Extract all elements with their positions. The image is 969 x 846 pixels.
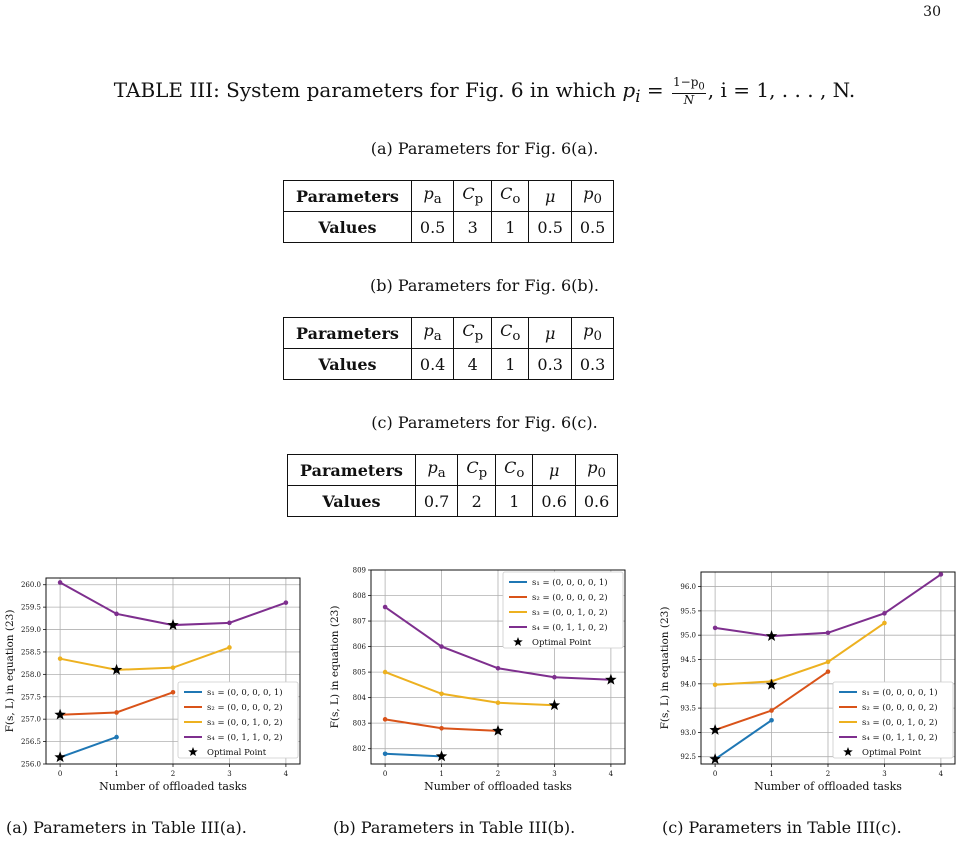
y-tick-label: 95.0 bbox=[680, 631, 696, 640]
data-point-s4 bbox=[58, 580, 63, 585]
param-cell: $p_0$ bbox=[571, 318, 613, 349]
data-point-s3 bbox=[496, 700, 501, 705]
data-point-s1 bbox=[769, 718, 774, 723]
data-point-s3 bbox=[171, 665, 176, 670]
chart-c-svg bbox=[655, 562, 967, 802]
value-cell: 0.5 bbox=[529, 212, 571, 243]
chart-b bbox=[325, 562, 635, 802]
legend-label-s3: s₃ = (0, 0, 1, 0, 2) bbox=[862, 718, 938, 728]
data-point-s3 bbox=[826, 660, 831, 665]
x-axis-label: Number of offloaded tasks bbox=[99, 780, 247, 793]
value-cell: 2 bbox=[458, 486, 496, 517]
y-tick-label: 259.0 bbox=[20, 626, 41, 635]
chart-b-svg bbox=[325, 562, 635, 802]
param-cell: $C_p$ bbox=[454, 318, 492, 349]
data-point-s1 bbox=[383, 751, 388, 756]
table-row bbox=[284, 181, 614, 212]
data-point-s4 bbox=[882, 611, 887, 616]
data-point-s1 bbox=[114, 735, 119, 740]
legend-label-s1: s₁ = (0, 0, 0, 0, 1) bbox=[207, 688, 283, 698]
data-point-s2 bbox=[171, 690, 176, 695]
y-tick-label: 256.5 bbox=[20, 738, 41, 747]
x-tick-label: 0 bbox=[57, 770, 63, 778]
x-tick-label: 4 bbox=[608, 770, 614, 778]
x-tick-label: 4 bbox=[938, 770, 944, 778]
chart-c bbox=[655, 562, 967, 802]
parameter-table-c bbox=[287, 454, 618, 517]
x-tick-label: 2 bbox=[825, 770, 831, 778]
param-cell: $p_0$ bbox=[571, 181, 613, 212]
param-cell: $p_a$ bbox=[411, 318, 453, 349]
figure-caption-a: (a) Parameters in Table III(a). bbox=[6, 818, 247, 837]
chart-a bbox=[0, 562, 310, 802]
legend-label-s2: s₂ = (0, 0, 0, 0, 2) bbox=[532, 593, 608, 603]
param-cell: μ bbox=[529, 318, 571, 349]
y-tick-label: 259.5 bbox=[20, 603, 41, 612]
legend-label-s3: s₃ = (0, 0, 1, 0, 2) bbox=[207, 718, 283, 728]
parameter-table-a bbox=[283, 180, 614, 243]
row-header: Values bbox=[288, 486, 416, 517]
y-tick-label: 94.0 bbox=[680, 680, 696, 689]
y-tick-label: 95.5 bbox=[680, 607, 696, 616]
series-line-s3 bbox=[385, 672, 554, 705]
legend-label-s1: s₁ = (0, 0, 0, 0, 1) bbox=[862, 688, 938, 698]
table-caption-tail: , i = 1, . . . , N. bbox=[707, 78, 856, 103]
y-tick-label: 260.0 bbox=[20, 581, 41, 590]
x-tick-label: 1 bbox=[769, 770, 774, 778]
legend-label-optimal: Optimal Point bbox=[532, 638, 592, 648]
y-tick-label: 804 bbox=[352, 694, 366, 703]
row-header: Parameters bbox=[288, 455, 416, 486]
param-cell: $C_p$ bbox=[454, 181, 492, 212]
y-tick-label: 93.0 bbox=[680, 728, 696, 737]
data-point-s4 bbox=[826, 630, 831, 635]
y-axis-label: F(s, L) in equation (23) bbox=[329, 605, 341, 729]
y-tick-label: 258.5 bbox=[20, 648, 41, 657]
x-tick-label: 4 bbox=[283, 770, 289, 778]
y-tick-label: 257.5 bbox=[20, 693, 41, 702]
data-point-s2 bbox=[383, 717, 388, 722]
data-point-s3 bbox=[227, 645, 232, 650]
data-point-s2 bbox=[826, 669, 831, 674]
value-cell: 0.6 bbox=[575, 486, 617, 517]
y-tick-label: 806 bbox=[352, 643, 366, 652]
value-cell: 0.5 bbox=[411, 212, 453, 243]
x-tick-label: 0 bbox=[712, 770, 718, 778]
param-cell: $p_0$ bbox=[575, 455, 617, 486]
figure-caption-b: (b) Parameters in Table III(b). bbox=[333, 818, 576, 837]
x-tick-label: 2 bbox=[170, 770, 176, 778]
subtable-caption-b: (b) Parameters for Fig. 6(b). bbox=[370, 276, 599, 295]
x-tick-label: 2 bbox=[495, 770, 501, 778]
y-tick-label: 805 bbox=[352, 668, 366, 677]
y-tick-label: 94.5 bbox=[680, 655, 696, 664]
data-point-s4 bbox=[939, 572, 944, 577]
data-point-s3 bbox=[383, 670, 388, 675]
row-header: Values bbox=[284, 212, 412, 243]
legend-label-s4: s₄ = (0, 1, 1, 0, 2) bbox=[207, 733, 283, 743]
x-tick-label: 1 bbox=[439, 770, 444, 778]
param-cell: $C_o$ bbox=[496, 455, 533, 486]
param-cell: μ bbox=[529, 181, 571, 212]
data-point-s2 bbox=[439, 726, 444, 731]
data-point-s3 bbox=[882, 621, 887, 626]
x-tick-label: 3 bbox=[552, 770, 557, 778]
data-point-s3 bbox=[439, 692, 444, 697]
param-cell: $C_p$ bbox=[458, 455, 496, 486]
x-axis-label: Number of offloaded tasks bbox=[754, 780, 902, 793]
value-cell: 1 bbox=[496, 486, 533, 517]
data-point-s4 bbox=[439, 644, 444, 649]
row-header: Values bbox=[284, 349, 412, 380]
param-cell: $p_a$ bbox=[415, 455, 457, 486]
legend-label-s4: s₄ = (0, 1, 1, 0, 2) bbox=[862, 733, 938, 743]
y-tick-label: 809 bbox=[352, 566, 366, 575]
table-row bbox=[288, 486, 618, 517]
param-cell: $C_o$ bbox=[492, 318, 529, 349]
table-row bbox=[284, 318, 614, 349]
table-row bbox=[288, 455, 618, 486]
x-axis-label: Number of offloaded tasks bbox=[424, 780, 572, 793]
value-cell: 0.6 bbox=[533, 486, 575, 517]
chart-a-svg bbox=[0, 562, 310, 802]
data-point-s4 bbox=[383, 605, 388, 610]
series-line-s1 bbox=[60, 737, 116, 757]
table-row bbox=[284, 349, 614, 380]
x-tick-label: 3 bbox=[882, 770, 887, 778]
y-tick-label: 258.0 bbox=[20, 670, 41, 679]
value-cell: 0.3 bbox=[529, 349, 571, 380]
value-cell: 4 bbox=[454, 349, 492, 380]
parameter-table-b bbox=[283, 317, 614, 380]
y-tick-label: 803 bbox=[352, 719, 366, 728]
y-tick-label: 257.0 bbox=[20, 715, 41, 724]
legend-label-s3: s₃ = (0, 0, 1, 0, 2) bbox=[532, 608, 608, 618]
table-row bbox=[284, 212, 614, 243]
data-point-s4 bbox=[284, 600, 289, 605]
legend-label-s2: s₂ = (0, 0, 0, 0, 2) bbox=[207, 703, 283, 713]
value-cell: 0.5 bbox=[571, 212, 613, 243]
legend-label-optimal: Optimal Point bbox=[207, 748, 267, 758]
value-cell: 1 bbox=[492, 212, 529, 243]
table-caption: TABLE III: System parameters for Fig. 6 in which $p_i$ = $\frac{1-p_0}{N}$ , i = 1, . . . , N. bbox=[113, 75, 856, 108]
data-point-s4 bbox=[552, 675, 557, 680]
y-axis-label: F(s, L) in equation (23) bbox=[4, 609, 16, 733]
legend-label-s1: s₁ = (0, 0, 0, 0, 1) bbox=[532, 578, 608, 588]
page-number: 30 bbox=[923, 4, 941, 20]
x-tick-label: 3 bbox=[227, 770, 232, 778]
y-tick-label: 93.5 bbox=[680, 704, 696, 713]
series-line-s3 bbox=[60, 647, 229, 669]
value-cell: 0.7 bbox=[415, 486, 457, 517]
value-cell: 0.4 bbox=[411, 349, 453, 380]
value-cell: 0.3 bbox=[571, 349, 613, 380]
data-point-s4 bbox=[713, 626, 718, 631]
y-tick-label: 808 bbox=[352, 592, 366, 601]
subtable-caption-c: (c) Parameters for Fig. 6(c). bbox=[371, 413, 598, 432]
row-header: Parameters bbox=[284, 318, 412, 349]
data-point-s2 bbox=[114, 710, 119, 715]
table-caption-lead: TABLE III: System parameters for Fig. 6 in which bbox=[113, 78, 623, 103]
data-point-s4 bbox=[114, 612, 119, 617]
row-header: Parameters bbox=[284, 181, 412, 212]
figure-caption-c: (c) Parameters in Table III(c). bbox=[662, 818, 902, 837]
param-cell: $C_o$ bbox=[492, 181, 529, 212]
param-cell: μ bbox=[533, 455, 575, 486]
legend-label-optimal: Optimal Point bbox=[862, 748, 922, 758]
value-cell: 1 bbox=[492, 349, 529, 380]
series-line-s1 bbox=[385, 754, 441, 757]
y-tick-label: 96.0 bbox=[680, 583, 696, 592]
y-axis-label: F(s, L) in equation (23) bbox=[659, 606, 671, 730]
subtable-caption-a: (a) Parameters for Fig. 6(a). bbox=[370, 139, 599, 158]
data-point-s4 bbox=[496, 666, 501, 671]
y-tick-label: 802 bbox=[352, 745, 366, 754]
legend-label-s2: s₂ = (0, 0, 0, 0, 2) bbox=[862, 703, 938, 713]
y-tick-label: 92.5 bbox=[680, 753, 696, 762]
value-cell: 3 bbox=[454, 212, 492, 243]
data-point-s3 bbox=[713, 682, 718, 687]
data-point-s3 bbox=[58, 656, 63, 661]
legend-label-s4: s₄ = (0, 1, 1, 0, 2) bbox=[532, 623, 608, 633]
y-tick-label: 807 bbox=[352, 617, 366, 626]
param-cell: $p_a$ bbox=[411, 181, 453, 212]
probability-fraction: $\frac{1-p_0}{N}$ bbox=[673, 75, 705, 108]
data-point-s2 bbox=[769, 708, 774, 713]
y-tick-label: 256.0 bbox=[20, 760, 41, 769]
x-tick-label: 0 bbox=[382, 770, 388, 778]
x-tick-label: 1 bbox=[114, 770, 119, 778]
data-point-s4 bbox=[227, 621, 232, 626]
